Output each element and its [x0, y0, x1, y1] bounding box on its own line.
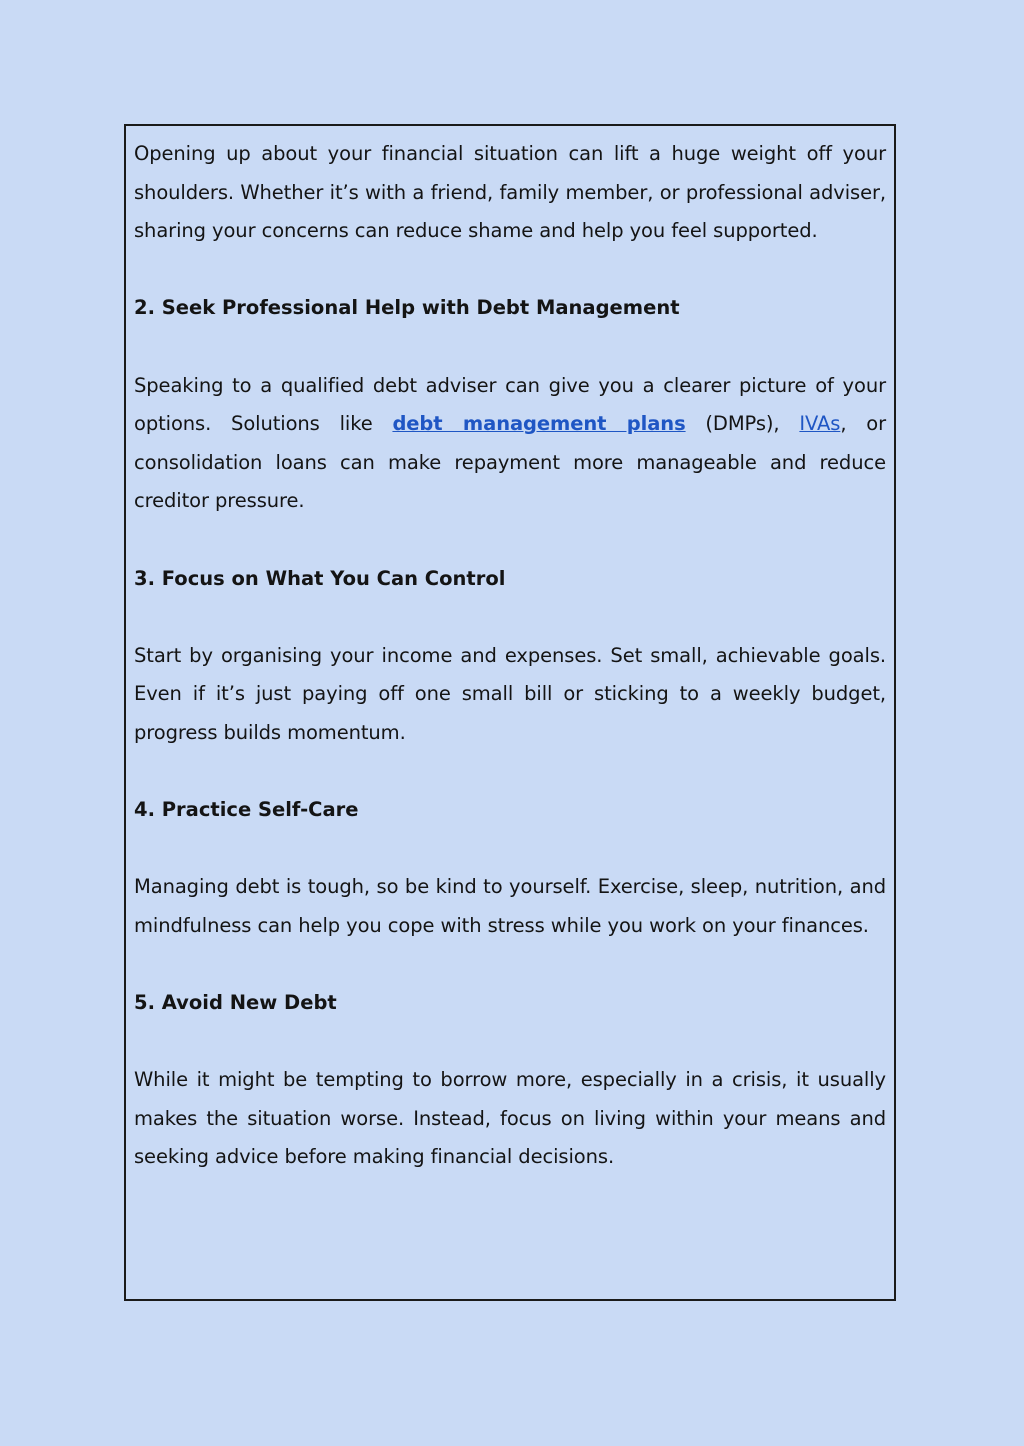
section-4-paragraph: Managing debt is tough, so be kind to yourself. Exercise, sleep, nutrition, and mindfulness can help you cope with stress while you work on your finances. [134, 875, 886, 937]
section-2-text-start: Speaking to a qualified debt adviser can give you a clearer picture of your options. Solutions like [134, 373, 886, 436]
spacer [134, 830, 886, 869]
section-5-heading: 5. Avoid New Debt [134, 991, 337, 1015]
ivas-link[interactable]: IVAs [799, 412, 841, 436]
section-3-paragraph: Start by organising your income and expenses. Set small, achievable goals. Even if it’s just paying off one small bill or sticking to a weekly budget, progress builds momentum. [134, 643, 886, 744]
spacer [134, 251, 886, 290]
document-content-box [124, 124, 896, 1301]
section-2-text-middle: (DMPs), [685, 412, 800, 436]
section-3-heading: 3. Focus on What You Can Control [134, 566, 506, 590]
spacer [134, 328, 886, 367]
section-2-paragraph [134, 367, 886, 521]
spacer [134, 521, 886, 560]
section-5-paragraph: While it might be tempting to borrow more, especially in a crisis, it usually makes the situation worse. Instead, focus on living within your means and seeking advice before making financial decisions. [134, 1068, 886, 1169]
spacer [134, 598, 886, 637]
debt-management-plans-link[interactable]: debt management plans [392, 412, 686, 436]
spacer [134, 945, 886, 984]
section-4-heading: 4. Practice Self-Care [134, 798, 359, 822]
spacer [134, 1023, 886, 1062]
spacer [134, 753, 886, 792]
intro-paragraph: Opening up about your financial situation can lift a huge weight off your shoulders. Whether it’s with a friend, family member, or professional adviser, sharing your concerns can reduce shame and help you feel supported. [134, 142, 886, 243]
section-2-heading: 2. Seek Professional Help with Debt Management [134, 296, 680, 320]
section-2-text-end: , or consolidation loans can make repayment more manageable and reduce creditor pressure. [134, 412, 887, 513]
